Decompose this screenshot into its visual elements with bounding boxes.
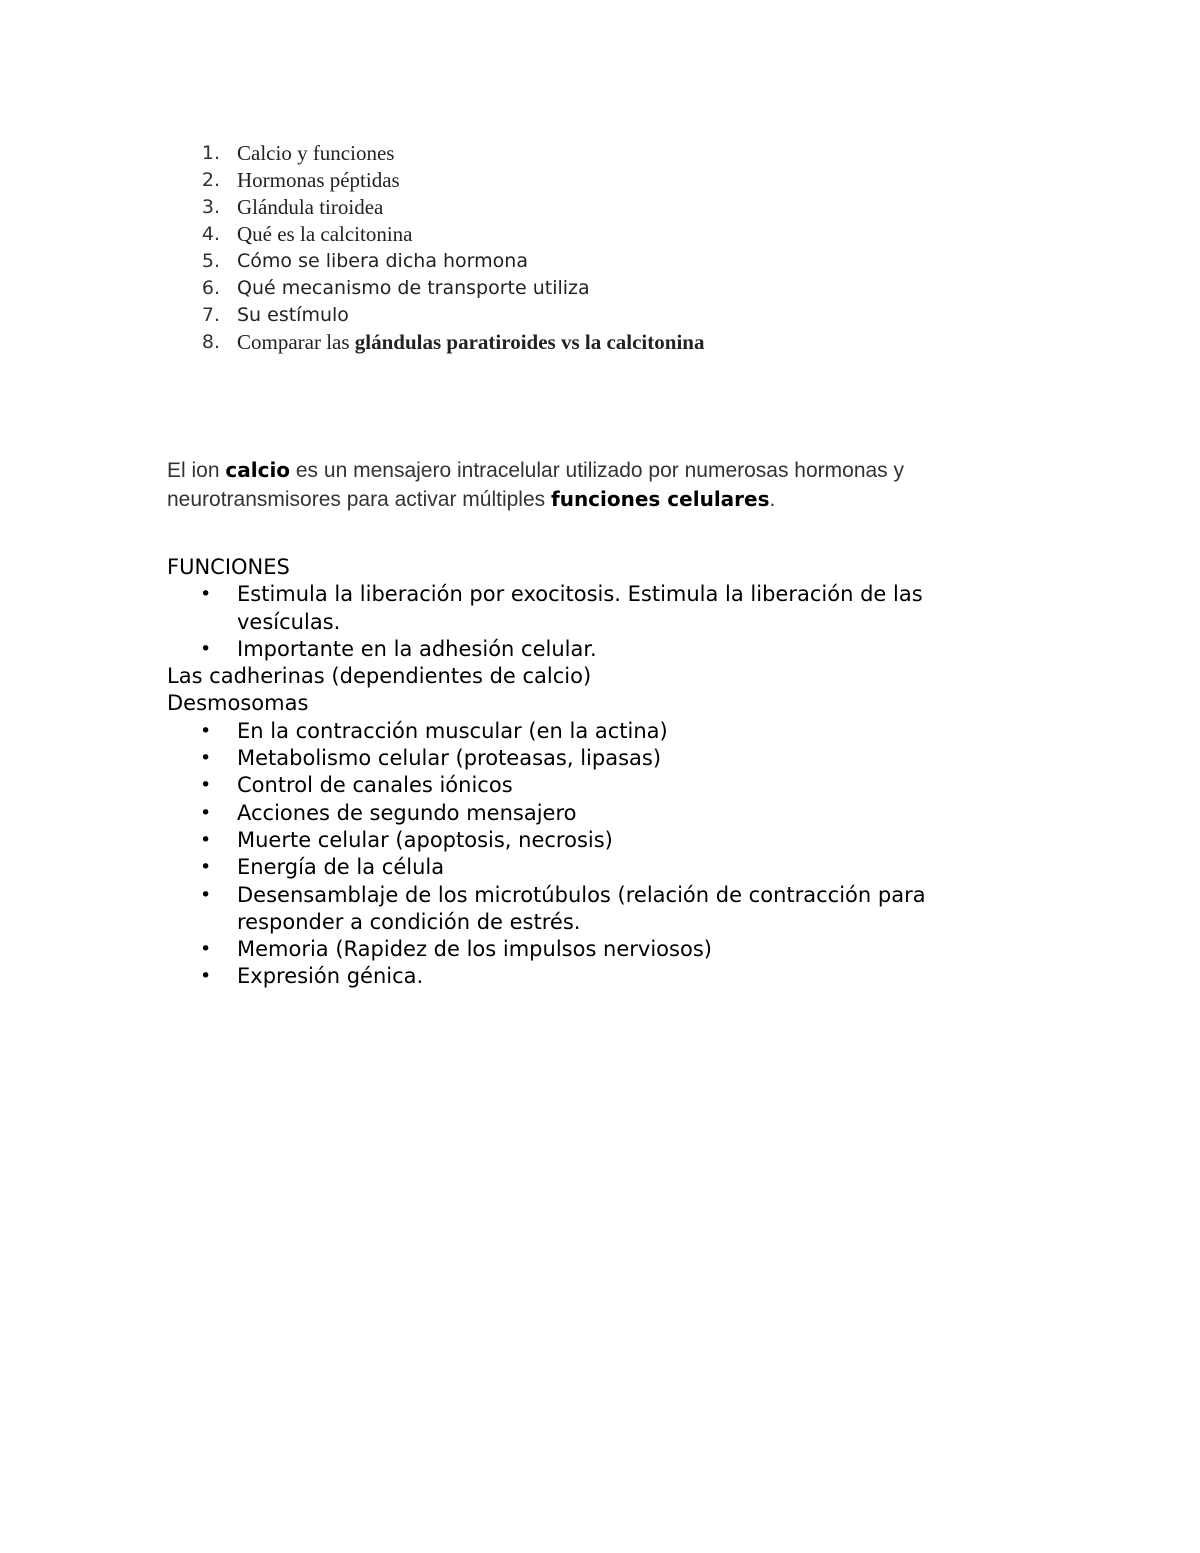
list-number: 2. [201, 169, 220, 191]
bullet-item [167, 936, 1017, 963]
list-number: 8. [201, 331, 220, 353]
bullet-item [167, 581, 1017, 636]
list-text: Glándula tiroidea [237, 195, 384, 219]
bullet-icon: • [200, 801, 212, 824]
list-text [237, 329, 704, 356]
list-text-bold: glándulas paratiroides vs la calcitonina [354, 330, 705, 354]
bullet-text: Energía de la célula [237, 855, 445, 880]
bullet-item [167, 718, 1017, 745]
intro-text-2: es un mensajero intracelular utilizado por numerosas hormonas y neurotransmisores para activar múltiples [167, 459, 905, 511]
bullet-item [167, 636, 1017, 663]
intro-text-1: El ion [167, 459, 226, 482]
intro-paragraph [167, 456, 1067, 514]
cadherinas-line: Las cadherinas (dependientes de calcio) [167, 664, 592, 689]
bullet-icon: • [200, 637, 212, 660]
list-text-plain: Comparar las [237, 330, 355, 354]
bullet-text: En la contracción muscular (en la actina) [237, 718, 668, 743]
funciones-section [167, 554, 1067, 991]
list-text: Cómo se libera dicha hormona [237, 250, 528, 272]
bullet-item [167, 827, 1017, 854]
bullet-item [167, 800, 1017, 827]
intro-bold-funciones: funciones celulares [551, 487, 770, 511]
bullet-text: Desensamblaje de los microtúbulos (relación de contracción para responder a condición de estrés. [237, 882, 926, 934]
bullet-text: Expresión génica. [237, 964, 424, 989]
list-number: 5. [201, 250, 220, 272]
bullet-text: Control de canales iónicos [237, 773, 513, 798]
bullet-icon: • [200, 938, 212, 961]
bullet-item [167, 854, 1017, 881]
bullet-text: Acciones de segundo mensajero [237, 800, 577, 825]
list-text: Qué mecanismo de transporte utiliza [237, 277, 590, 299]
bullet-item [167, 963, 1017, 990]
bullet-icon: • [200, 583, 212, 606]
bullet-text: Importante en la adhesión celular. [237, 636, 597, 661]
list-number: 6. [201, 277, 220, 299]
list-number: 7. [201, 304, 220, 326]
bullet-list-b [167, 718, 1067, 991]
desmosomas-line: Desmosomas [167, 691, 309, 716]
bullet-item [167, 772, 1017, 799]
intro-bold-calcio: calcio [225, 458, 291, 482]
bullet-icon: • [200, 719, 212, 742]
list-text: Qué es la calcitonina [237, 222, 413, 246]
bullet-icon: • [200, 747, 212, 770]
bullet-text: Metabolismo celular (proteasas, lipasas) [237, 746, 662, 771]
bullet-icon: • [200, 828, 212, 851]
list-number: 4. [201, 223, 220, 245]
list-text: Calcio y funciones [237, 141, 395, 165]
list-number: 3. [201, 196, 220, 218]
section-heading: FUNCIONES [167, 555, 290, 579]
list-text: Hormonas péptidas [237, 168, 400, 192]
bullet-item [167, 882, 1017, 937]
bullet-item [167, 745, 1017, 772]
bullet-list-a [167, 581, 1067, 663]
list-number: 1. [201, 142, 220, 164]
intro-text-3: . [769, 488, 776, 511]
bullet-icon: • [200, 883, 212, 906]
bullet-text: Memoria (Rapidez de los impulsos nerviosos) [237, 937, 712, 962]
bullet-text: Muerte celular (apoptosis, necrosis) [237, 827, 613, 852]
bullet-icon: • [200, 774, 212, 797]
bullet-icon: • [200, 856, 212, 879]
bullet-text: Estimula la liberación por exocitosis. Estimula la liberación de las vesículas. [237, 582, 923, 634]
bullet-icon: • [200, 965, 212, 988]
list-text: Su estímulo [237, 304, 349, 326]
